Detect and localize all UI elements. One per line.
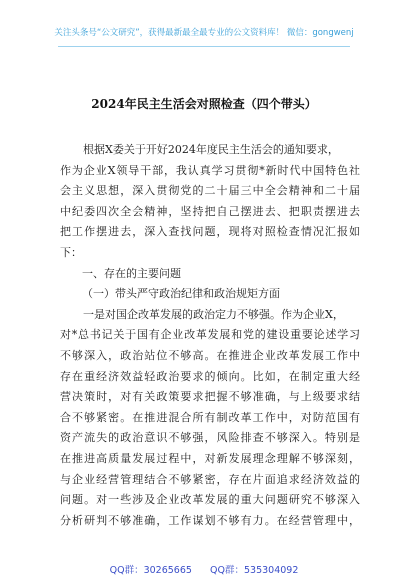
body-line: 中纪委四次全会精神，坚持把自己摆进去、把职责摆进去 (60, 204, 360, 218)
body-line: 作为企业X领导干部，我认真学习贯彻*新时代中国特色社 (60, 163, 360, 177)
body-line: 不够深入，政治站位不够高。在推进企业改革发展工作中 (60, 348, 360, 362)
body-line: 根据X委关于开好2024年度民主生活会的通知要求， (83, 143, 339, 156)
body-line: 问题。对一些涉及企业改革发展的重大问题研究不够深入 (60, 493, 360, 507)
document-title: 2024年民主生活会对照检查（四个带头） (91, 97, 317, 111)
body-line: 会主义思想，深入贯彻党的二十届三中全会精神和二十届 (60, 184, 360, 198)
header-divider (58, 46, 350, 47)
body-line: 下： (60, 245, 82, 259)
subsection-heading: （一）带头严守政治纪律和政治规矩方面 (82, 287, 280, 301)
body-line: 资产流失的政治意识不够强，风险排查不够深入。特别是 (60, 431, 360, 445)
footer-contact: QQ群：30265665 QQ群：535304092 (109, 565, 299, 576)
header-banner: 关注头条号“公文研究”，获得最新最全最专业的公文资料库！ 微信：gongwenj (54, 28, 354, 38)
body-line: 对*总书记关于国有企业改革发展和党的建设重要论述学习 (60, 328, 360, 342)
body-line: 营决策时，对有关政策要求把握不够准确，与上级要求结 (60, 390, 360, 404)
body-line: 在推进高质量发展过程中，对新发展理念理解不够深刻， (60, 451, 360, 465)
section-heading: 一、存在的主要问题 (82, 266, 181, 280)
body-line: 把工作摆进去，深入查找问题，现将对照检查情况汇报如 (60, 225, 360, 239)
body-line: 一是对国企改革发展的政治定力不够强。作为企业X， (83, 307, 344, 321)
body-line: 合不够紧密。在推进混合所有制改革工作中，对防范国有 (60, 410, 360, 424)
body-line: 与企业经营管理结合不够紧密，存在片面追求经济效益的 (60, 472, 360, 486)
body-line: 分析研判不够准确，工作谋划不够有力。在经营管理中， (60, 513, 360, 527)
body-line: 存在重经济效益轻政治要求的倾向。比如，在制定重大经 (60, 369, 360, 383)
document-body (60, 140, 360, 531)
